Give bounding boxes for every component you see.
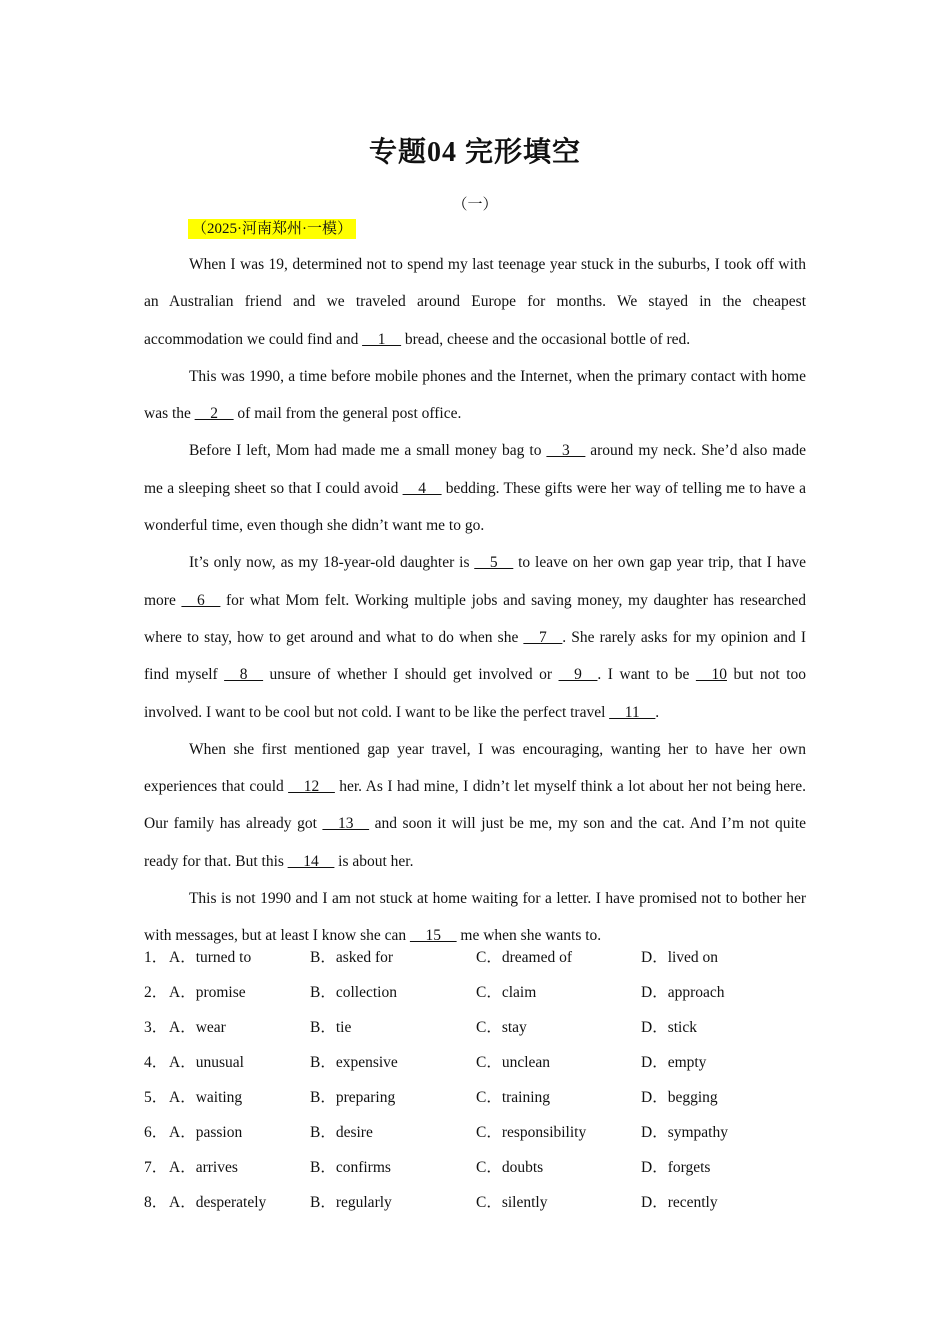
passage-paragraph (144, 358, 806, 433)
option-b: B．tie (310, 1019, 352, 1036)
paragraph-text: of mail from the general post office. (233, 405, 462, 423)
option-row (144, 1080, 824, 1115)
option-row (144, 1045, 824, 1080)
option-d: D．empty (641, 1054, 707, 1071)
option-a: A．arrives (169, 1159, 238, 1176)
passage-paragraph (144, 246, 806, 358)
blank: __9__ (558, 666, 598, 684)
blank: __15__ (410, 927, 457, 945)
blank: __6__ (181, 591, 221, 609)
blank: __2__ (194, 405, 234, 423)
passage (144, 246, 806, 955)
option-c: C．responsibility (476, 1124, 587, 1141)
section-label: （一） (452, 197, 498, 213)
option-row (144, 940, 824, 975)
paragraph-text: When I was 19, determined not to spend my last teenage year stuck in the suburbs, I took off with an Australian friend and we traveled around Europe for months. We stayed in the cheapest accommodation we could find and (144, 256, 806, 348)
blank: __13__ (322, 815, 370, 833)
blank: __10 (695, 666, 727, 684)
option-b: B．confirms (310, 1159, 391, 1176)
option-b: B．desire (310, 1124, 373, 1141)
passage-paragraph (144, 544, 806, 730)
options-list (144, 940, 824, 1220)
blank: __3__ (546, 442, 586, 460)
option-number: 2． (144, 984, 168, 1001)
paragraph-text: . (655, 703, 660, 721)
option-row (144, 1185, 824, 1220)
paragraph-text: This is not 1990 and I am not stuck at home waiting for a letter. I have promised not to bother her with messages, but at least I know she can (144, 890, 806, 945)
option-b: B．collection (310, 984, 397, 1001)
option-a: A．unusual (169, 1054, 244, 1071)
option-d: D．sympathy (641, 1124, 728, 1141)
option-c: C．unclean (476, 1054, 551, 1071)
option-row (144, 975, 824, 1010)
source-tag: （2025·河南郑州·一模） (188, 219, 356, 239)
paragraph-text: bread, cheese and the occasional bottle of red. (400, 330, 691, 348)
option-c: C．doubts (476, 1159, 544, 1176)
blank: __12__ (288, 778, 335, 796)
blank: __5__ (474, 554, 514, 572)
blank: __11__ (609, 703, 656, 721)
option-c: C．claim (476, 984, 537, 1001)
blank: __4__ (402, 479, 442, 497)
paragraph-text: When she first mentioned gap year travel, I was encouraging, wanting her to have her own experiences that could (144, 740, 806, 796)
option-c: C．training (476, 1089, 551, 1106)
option-row (144, 1150, 824, 1185)
paragraph-text: her. As I had mine, I didn’t let myself think a lot about her not being here. Our family has already got (144, 778, 806, 833)
blank: __14__ (287, 852, 335, 870)
option-d: D．stick (641, 1019, 697, 1036)
option-number: 6． (144, 1124, 168, 1141)
option-d: D．approach (641, 984, 725, 1001)
blank: __1__ (362, 330, 401, 348)
option-number: 8． (144, 1194, 168, 1211)
option-number: 7． (144, 1159, 168, 1176)
option-c: C．silently (476, 1194, 548, 1211)
option-a: A．passion (169, 1124, 243, 1141)
paragraph-text: for what Mom felt. Working multiple jobs and saving money, my daughter has researched where to stay, how to get around and what to do when she (144, 591, 806, 646)
option-number: 4． (144, 1054, 168, 1071)
option-c: C．stay (476, 1019, 527, 1036)
option-d: D．lived on (641, 949, 719, 966)
option-b: B．preparing (310, 1089, 396, 1106)
option-a: A．promise (169, 984, 246, 1001)
paragraph-text: . She rarely asks for my opinion and I find myself (144, 628, 806, 684)
paragraph-text: and soon it will just be me, my son and the cat. And I’m not quite ready for that. But this (144, 815, 807, 870)
option-number: 5． (144, 1089, 168, 1106)
option-number: 1． (144, 949, 168, 966)
option-row (144, 1115, 824, 1150)
paragraph-text: around my neck. She’d also made me a sleeping sheet so that I could avoid (144, 442, 806, 497)
option-a: A．desperately (169, 1194, 267, 1211)
paragraph-text: bedding. These gifts were her way of telling me to have a wonderful time, even though she didn’t want me to go. (144, 479, 806, 535)
option-a: A．turned to (169, 949, 252, 966)
option-b: B．expensive (310, 1054, 398, 1071)
document-title: 专题04 完形填空 (368, 137, 581, 168)
option-b: B．regularly (310, 1194, 392, 1211)
option-a: A．waiting (169, 1089, 243, 1106)
paragraph-text: is about her. (334, 852, 414, 870)
paragraph-text: Before I left, Mom had made me a small money bag to (188, 442, 547, 460)
option-d: D．forgets (641, 1159, 711, 1176)
paragraph-text: unsure of whether I should get involved or (263, 666, 559, 684)
paragraph-text: but not too involved. I want to be cool but not cold. I want to be like the perfect travel (144, 666, 807, 721)
passage-paragraph (144, 432, 806, 544)
paragraph-text: me when she wants to. (456, 927, 602, 945)
paragraph-text: It’s only now, as my 18-year-old daughter is (188, 554, 475, 572)
passage-paragraph (144, 731, 806, 880)
option-c: C．dreamed of (476, 949, 572, 966)
option-d: D．begging (641, 1089, 718, 1106)
option-number: 3． (144, 1019, 168, 1036)
option-row (144, 1010, 824, 1045)
paragraph-text: to leave on her own gap year trip, that I have more (144, 554, 806, 609)
blank: __8__ (224, 666, 263, 684)
option-d: D．recently (641, 1194, 718, 1211)
option-b: B．asked for (310, 949, 394, 966)
blank: __7__ (523, 628, 563, 646)
paragraph-text: This was 1990, a time before mobile phones and the Internet, when the primary contact with home was the (144, 367, 806, 423)
option-a: A．wear (169, 1019, 226, 1036)
paragraph-text: . I want to be (597, 666, 696, 684)
